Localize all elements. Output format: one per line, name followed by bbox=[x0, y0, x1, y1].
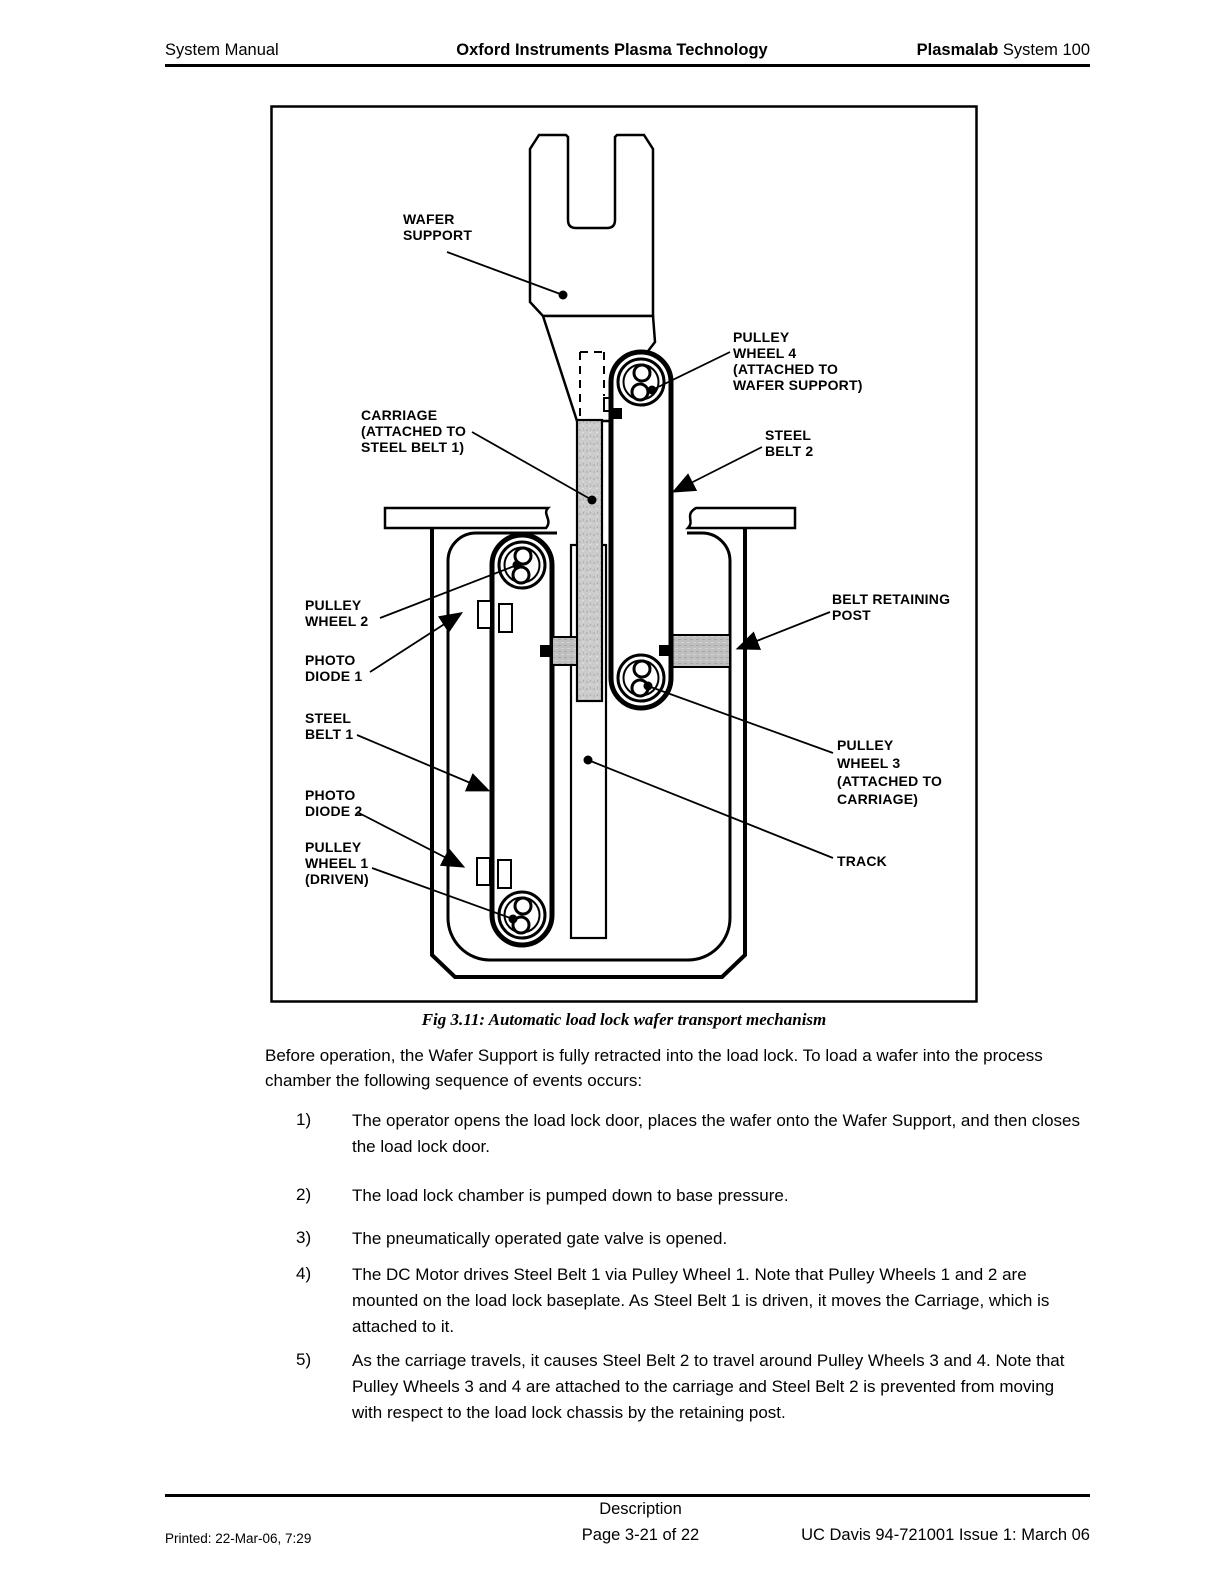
pulley-wheel-3-shape bbox=[618, 655, 664, 701]
pulley-wheel-4-shape bbox=[618, 359, 664, 405]
steel-belt-1-label: STEEL bbox=[305, 710, 352, 726]
footer-doc-reference: UC Davis 94-721001 Issue 1: March 06 bbox=[801, 1526, 1090, 1544]
load-lock-diagram bbox=[270, 105, 978, 1003]
step-5-text: As the carriage travels, it causes Steel Belt 2 to travel around Pulley Wheels 3 and 4. Note that Pulley Wheels 3 and 4 are attached to the carriage and Steel Belt 2 is prevented from moving with respect to the load lock chassis by the retaining post. bbox=[352, 1351, 1065, 1422]
svg-text:WHEEL 3: WHEEL 3 bbox=[837, 755, 901, 771]
header-product-rest: System 100 bbox=[998, 41, 1090, 59]
photo-diode-1-label: PHOTO bbox=[305, 652, 356, 668]
svg-text:BELT 1: BELT 1 bbox=[305, 726, 354, 742]
step-5-number: 5) bbox=[296, 1350, 312, 1369]
step-2-text: The load lock chamber is pumped down to base pressure. bbox=[352, 1186, 789, 1205]
svg-text:(ATTACHED TO: (ATTACHED TO bbox=[361, 423, 467, 439]
pulley-wheel-1-label: PULLEY bbox=[305, 839, 362, 855]
step-1-text: The operator opens the load lock door, places the wafer onto the Wafer Support, and then closes the load lock door. bbox=[352, 1111, 1080, 1156]
step-3-number: 3) bbox=[296, 1228, 312, 1247]
svg-text:WAFER SUPPORT): WAFER SUPPORT) bbox=[733, 377, 863, 393]
steel-belt-2-label: STEEL bbox=[765, 427, 812, 443]
left-flange bbox=[385, 508, 548, 528]
svg-text:DIODE 1: DIODE 1 bbox=[305, 668, 363, 684]
header-product-bold: Plasmalab bbox=[916, 41, 999, 59]
pulley-wheel-2-shape bbox=[499, 542, 545, 588]
svg-text:BELT 2: BELT 2 bbox=[765, 443, 814, 459]
pulley-wheel-3-label: PULLEY bbox=[837, 737, 894, 753]
svg-text:(DRIVEN): (DRIVEN) bbox=[305, 871, 369, 887]
svg-text:POST: POST bbox=[832, 607, 871, 623]
photo-diode-2-label: PHOTO bbox=[305, 787, 356, 803]
svg-text:(ATTACHED TO: (ATTACHED TO bbox=[837, 773, 943, 789]
pulley-wheel-4-label: PULLEY bbox=[733, 329, 790, 345]
wafer-support-label: WAFER bbox=[403, 211, 455, 227]
svg-text:(ATTACHED TO: (ATTACHED TO bbox=[733, 361, 839, 377]
intro-paragraph: Before operation, the Wafer Support is fully retracted into the load lock. To load a wafer into the process chamber the following sequence of events occurs: bbox=[265, 1046, 1043, 1090]
retaining-post-left bbox=[552, 637, 577, 665]
svg-text:STEEL BELT 1): STEEL BELT 1) bbox=[361, 439, 465, 455]
header-manual-name: System Manual bbox=[165, 41, 279, 59]
track-label: TRACK bbox=[837, 853, 887, 869]
svg-text:WHEEL 1: WHEEL 1 bbox=[305, 855, 369, 871]
pulley-wheel-2-label: PULLEY bbox=[305, 597, 362, 613]
belt-retaining-post-label: BELT RETAINING bbox=[832, 591, 951, 607]
svg-text:WHEEL 4: WHEEL 4 bbox=[733, 345, 797, 361]
footer-rule bbox=[165, 1494, 1090, 1497]
svg-text:SUPPORT: SUPPORT bbox=[403, 227, 473, 243]
carriage-shape bbox=[577, 420, 602, 701]
figure-3-11 bbox=[270, 105, 978, 1003]
header-product bbox=[917, 41, 1090, 60]
svg-text:CARRIAGE): CARRIAGE) bbox=[837, 791, 919, 807]
svg-text:DIODE 2: DIODE 2 bbox=[305, 803, 363, 819]
header-title: Oxford Instruments Plasma Technology bbox=[456, 41, 768, 59]
carriage-label: CARRIAGE bbox=[361, 407, 438, 423]
footer-printed-date: Printed: 22-Mar-06, 7:29 bbox=[165, 1531, 312, 1546]
header-rule bbox=[165, 64, 1090, 67]
step-4-number: 4) bbox=[296, 1264, 312, 1283]
pulley-wheel-1-shape bbox=[499, 892, 545, 938]
figure-caption: Fig 3.11: Automatic load lock wafer transport mechanism bbox=[421, 1010, 827, 1029]
step-1-number: 1) bbox=[296, 1110, 312, 1129]
svg-text:WHEEL 2: WHEEL 2 bbox=[305, 613, 369, 629]
step-2-number: 2) bbox=[296, 1185, 312, 1204]
retaining-post-right bbox=[671, 635, 730, 667]
step-3-text: The pneumatically operated gate valve is opened. bbox=[352, 1229, 728, 1248]
right-flange bbox=[688, 508, 795, 528]
footer-page-number: Page 3-21 of 22 bbox=[581, 1526, 700, 1544]
step-4-text: The DC Motor drives Steel Belt 1 via Pulley Wheel 1. Note that Pulley Wheels 1 and 2 are mounted on the load lock baseplate. As Steel Belt 1 is driven, it moves the Carriage, which is attached to it. bbox=[352, 1265, 1050, 1336]
footer-section-title: Description bbox=[599, 1500, 682, 1518]
